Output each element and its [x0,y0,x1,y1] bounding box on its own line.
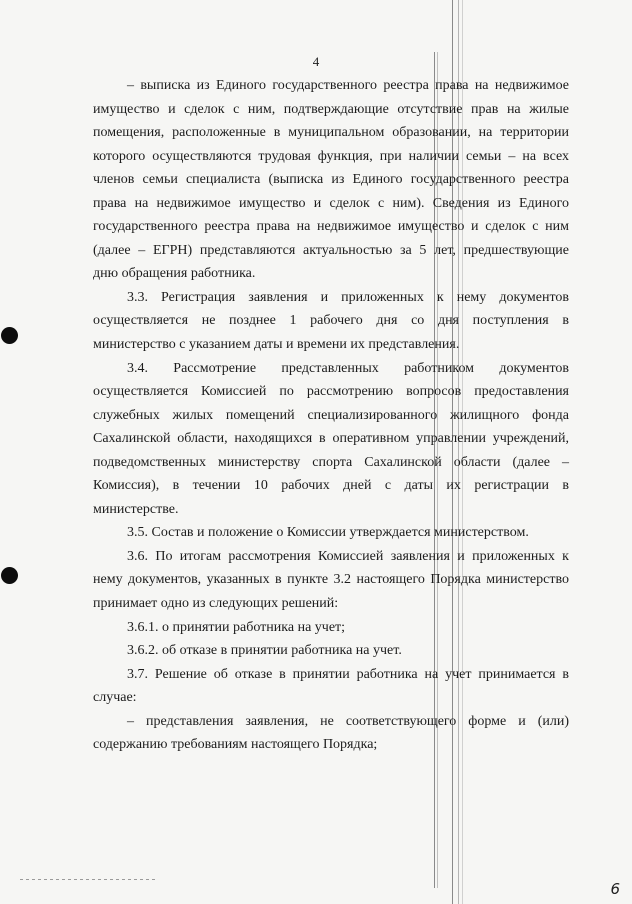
paragraph [93,545,569,616]
text-line: – представления заявления, не соответствующего форме и (или) [127,713,569,729]
text-line: принимает одно из следующих решений: [93,596,339,612]
text-line: министерство с указанием даты и времени их представления. [93,337,460,353]
text-line: имущество и сделок с ним, подтверждающие отсутствие прав на жилые [93,101,569,117]
text-line: осуществляется Комиссией по рассмотрению вопросов предоставления [93,384,569,400]
paragraph [93,663,569,710]
text-line: Сахалинской области, находящихся в оперативном управлении учреждений, [93,431,569,447]
scan-artifact-dotted-line [20,879,156,880]
text-line: 3.5. Состав и положение о Комиссии утверждается министерством. [127,525,529,541]
text-line: 3.6.1. о принятии работника на учет; [127,619,346,635]
text-line: 3.6.2. об отказе в принятии работника на учет. [127,643,402,659]
paragraph [93,639,569,663]
text-line: нему документов, указанных в пункте 3.2 настоящего Порядка министерство [93,572,569,588]
punch-hole-lower [1,567,18,584]
text-line: государственного реестра права на недвижимое имущество и сделок с ним [93,219,569,235]
paragraph [93,357,569,522]
text-line: права на недвижимое имущество и сделок с ним). Сведения из Единого [93,195,569,211]
text-line: (далее – ЕГРН) представляются актуальностью за 5 лет, предшествующие [93,242,569,258]
paragraph [93,521,569,545]
text-line: которого осуществляются трудовая функция, при наличии семьи – на всех [93,148,569,164]
text-line: помещения, расположенные в муниципальном образовании, на территории [93,125,569,141]
text-line: министерстве. [93,501,179,517]
paragraph [93,286,569,357]
text-line: 3.3. Регистрация заявления и приложенных к нему документов [127,289,569,305]
paragraph [93,710,569,757]
punch-hole-upper [1,327,18,344]
text-line: служебных жилых помещений специализированного жилищного фонда [93,407,569,423]
text-line: дню обращения работника. [93,266,256,282]
text-line: Комиссия), в течении 10 рабочих дней с даты их регистрации в [93,478,569,494]
text-line: 3.6. По итогам рассмотрения Комиссией заявления и приложенных к [127,548,569,564]
text-line: случае: [93,690,137,706]
text-line: – выписка из Единого государственного реестра права на недвижимое [127,78,569,93]
document-body [93,74,569,757]
text-line: 3.7. Решение об отказе в принятии работника на учет принимается в [127,666,569,682]
text-line: содержанию требованиям настоящего Порядка; [93,737,378,753]
page-number: 4 [312,54,320,69]
text-line: осуществляется не позднее 1 рабочего дня со дня поступления в [93,313,569,329]
paragraph [93,74,569,286]
text-line: членов семьи специалиста (выписка из Единого государственного реестра [93,172,569,188]
paragraph [93,616,569,640]
text-line: подведомственных министерству спорта Сахалинской области (далее – [93,454,569,470]
handwritten-sheet-number: 6 [610,880,620,898]
text-line: 3.4. Рассмотрение представленных работником документов [127,360,569,376]
